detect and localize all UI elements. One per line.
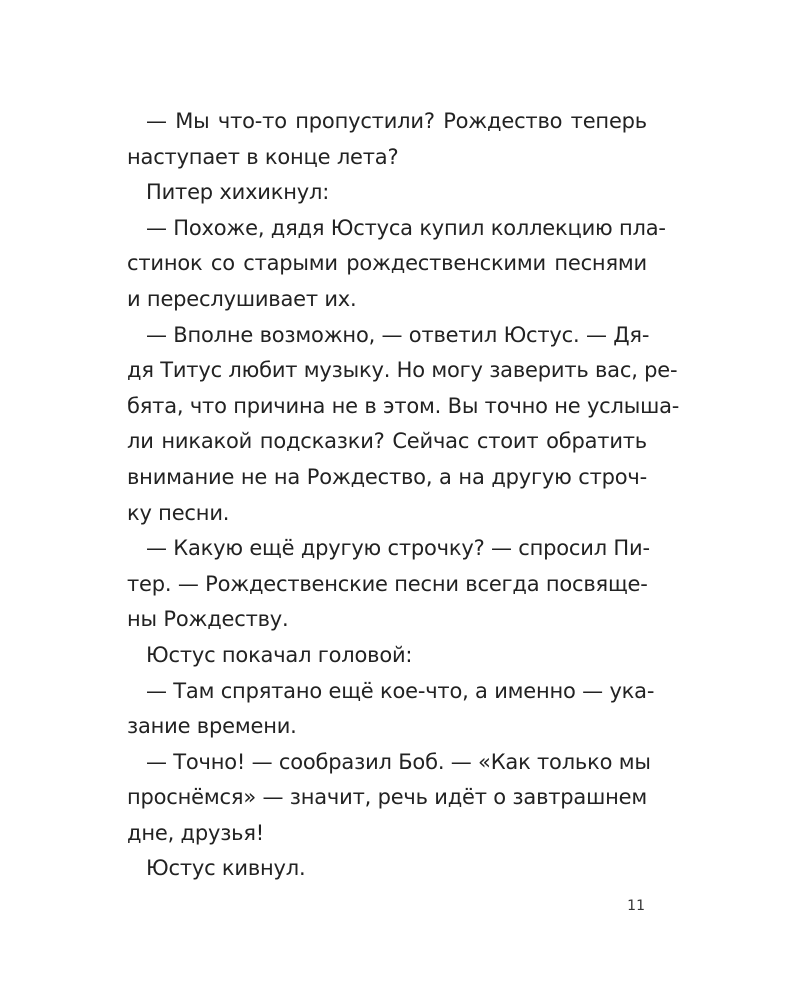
text-line: — Какую ещё другую строчку? — спросил Пи- [146,536,650,561]
text-line: и переслушивает их. [127,286,357,311]
page-number: 11 [627,898,645,914]
text-line: Питер хихикнул: [146,180,330,205]
text-line: проснёмся» — значит, речь идёт о завтрашнем [127,785,647,810]
text-line: наступает в конце лета? [127,144,399,169]
text-line: тер. — Рождественские песни всегда посвяще- [127,571,648,596]
text-line: — Мы что-то пропустили? Рождество теперь [146,109,647,133]
text-line: дне, друзья! [127,820,264,845]
text-line: зание времени. [127,714,297,739]
text-line: бята, что причина не в этом. Вы точно не услыша- [127,393,680,418]
text-line: ку песни. [127,500,230,525]
text-line: — Вполне возможно, — ответил Юстус. — Дя- [146,322,650,347]
text-line: внимание не на Рождество, а на другую строч- [127,464,647,489]
page-text-block [127,104,680,887]
text-line: Юстус кивнул. [146,856,306,881]
text-line: дя Титус любит музыку. Но могу заверить вас, ре- [127,358,678,383]
text-line: ли никакой подсказки? Сейчас стоит обратить [127,429,647,454]
text-line: ны Рождеству. [127,607,289,632]
text-line: — Похоже, дядя Юстуса купил коллекцию пла- [146,215,666,240]
text-line: — Там спрятано ещё кое-что, а именно — ука- [146,678,655,703]
text-line: — Точно! — сообразил Боб. — «Как только мы [146,749,651,774]
text-line: Юстус покачал головой: [146,642,413,667]
text-line: стинок со старыми рождественскими песнями [127,251,647,276]
